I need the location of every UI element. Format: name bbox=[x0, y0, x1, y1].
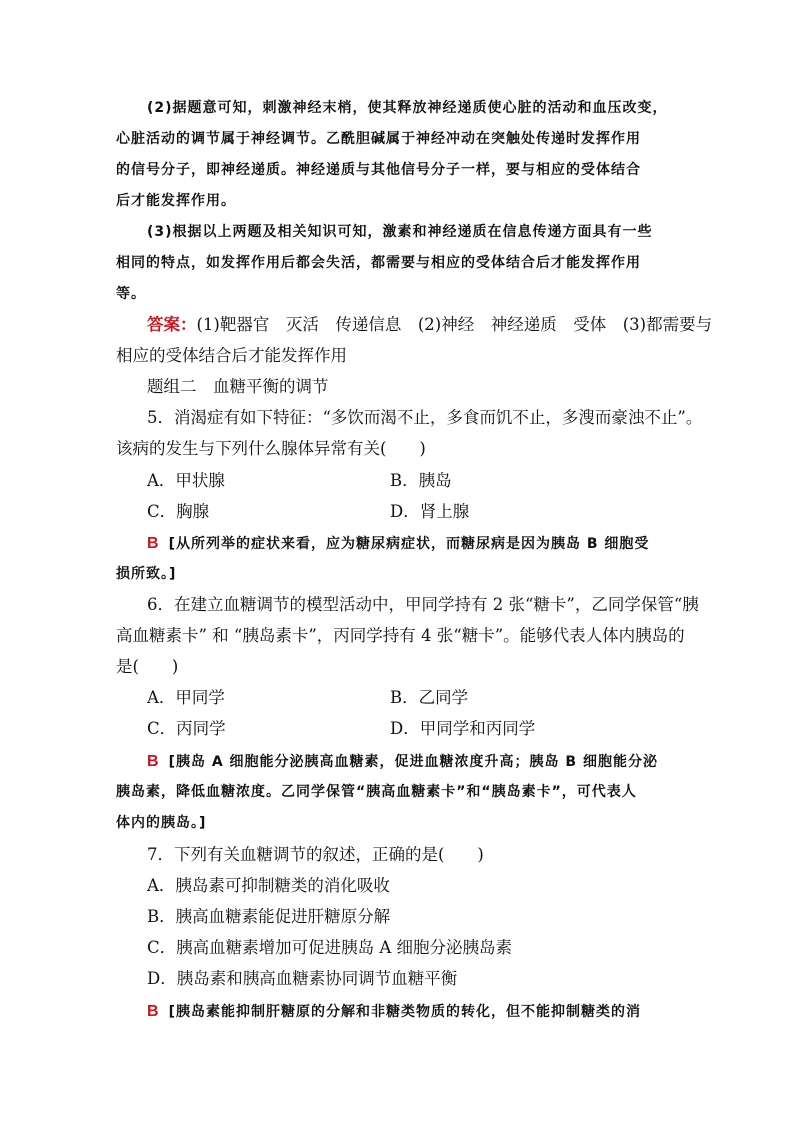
explanation-line: 损所致。] bbox=[116, 566, 177, 582]
question-stem: 是( ) bbox=[116, 657, 179, 676]
option-a: A．甲同学 bbox=[147, 688, 225, 707]
section-title: 题组二 血糖平衡的调节 bbox=[147, 377, 329, 396]
answer-text: (1)靶器官 灭活 传递信息 (2)神经 神经递质 受体 (3)都需要与 bbox=[196, 315, 713, 334]
explanation-line: (3)根据以上两题及相关知识可知，激素和神经递质在信息传递方面具有一些 bbox=[147, 224, 653, 240]
explanation-text: [从所列举的症状来看，应为糖尿病症状，而糖尿病是因为胰岛 B 细胞受 bbox=[168, 536, 650, 552]
question-stem: 5．消渴症有如下特征：“多饮而渴不止，多食而饥不止，多溲而豪浊不止”。 bbox=[147, 408, 703, 427]
answer-explanation bbox=[147, 533, 649, 554]
option-c: C．丙同学 bbox=[147, 719, 226, 738]
option-c: C．胰高血糖素增加可促进胰岛 A 细胞分泌胰岛素 bbox=[147, 938, 513, 957]
explanation-line: 等。 bbox=[116, 286, 146, 302]
question-stem: 高血糖素卡” 和 “胰岛素卡”，丙同学持有 4 张“糖卡”。能够代表人体内胰岛的 bbox=[116, 626, 685, 645]
question-stem: 该病的发生与下列什么腺体异常有关( ) bbox=[116, 439, 426, 458]
explanation-line: 的信号分子，即神经递质。神经递质与其他信号分子一样，要与相应的受体结合 bbox=[116, 162, 641, 178]
answer-label: 答案： bbox=[147, 315, 197, 334]
explanation-line: 心脏活动的调节属于神经调节。乙酰胆碱属于神经冲动在突触处传递时发挥作用 bbox=[116, 131, 641, 147]
option-a: A．甲状腺 bbox=[147, 471, 225, 490]
explanation-line: 体内的胰岛。] bbox=[116, 815, 207, 831]
answer-key: B bbox=[147, 1003, 159, 1020]
answer-key: B bbox=[147, 535, 159, 552]
question-stem: 6．在建立血糖调节的模型活动中，甲同学持有 2 张“糖卡”，乙同学保管“胰 bbox=[147, 595, 699, 614]
answer-line: 相应的受体结合后才能发挥作用 bbox=[116, 346, 347, 365]
answer-key: B bbox=[147, 753, 159, 770]
explanation-text: [胰岛 A 细胞能分泌胰高血糖素，促进血糖浓度升高；胰岛 B 细胞能分泌 bbox=[168, 754, 658, 770]
option-b: B．胰高血糖素能促进肝糖原分解 bbox=[147, 907, 391, 926]
explanation-line: 相同的特点，如发挥作用后都会失活，都需要与相应的受体结合后才能发挥作用 bbox=[116, 255, 641, 271]
question-stem: 7．下列有关血糖调节的叙述，正确的是( ) bbox=[147, 845, 484, 864]
option-d: D．肾上腺 bbox=[390, 502, 470, 521]
option-d: D．甲同学和丙同学 bbox=[390, 719, 536, 738]
explanation-line: 后才能发挥作用。 bbox=[116, 193, 236, 209]
answer-line bbox=[147, 315, 712, 335]
option-d: D．胰岛素和胰高血糖素协同调节血糖平衡 bbox=[147, 969, 458, 988]
explanation-line: (2)据题意可知，刺激神经末梢，使其释放神经递质使心脏的活动和血压改变， bbox=[147, 100, 668, 116]
option-a: A．胰岛素可抑制糖类的消化吸收 bbox=[147, 876, 390, 895]
explanation-text: [胰岛素能抑制肝糖原的分解和非糖类物质的转化，但不能抑制糖类的消 bbox=[168, 1004, 641, 1020]
option-b: B．乙同学 bbox=[390, 688, 469, 707]
option-c: C．胸腺 bbox=[147, 502, 210, 521]
answer-explanation bbox=[147, 751, 658, 772]
option-b: B．胰岛 bbox=[390, 471, 452, 490]
explanation-line: 胰岛素，降低血糖浓度。乙同学保管“胰高血糖素卡”和“胰岛素卡”，可代表人 bbox=[116, 784, 637, 800]
answer-explanation bbox=[147, 1001, 641, 1022]
